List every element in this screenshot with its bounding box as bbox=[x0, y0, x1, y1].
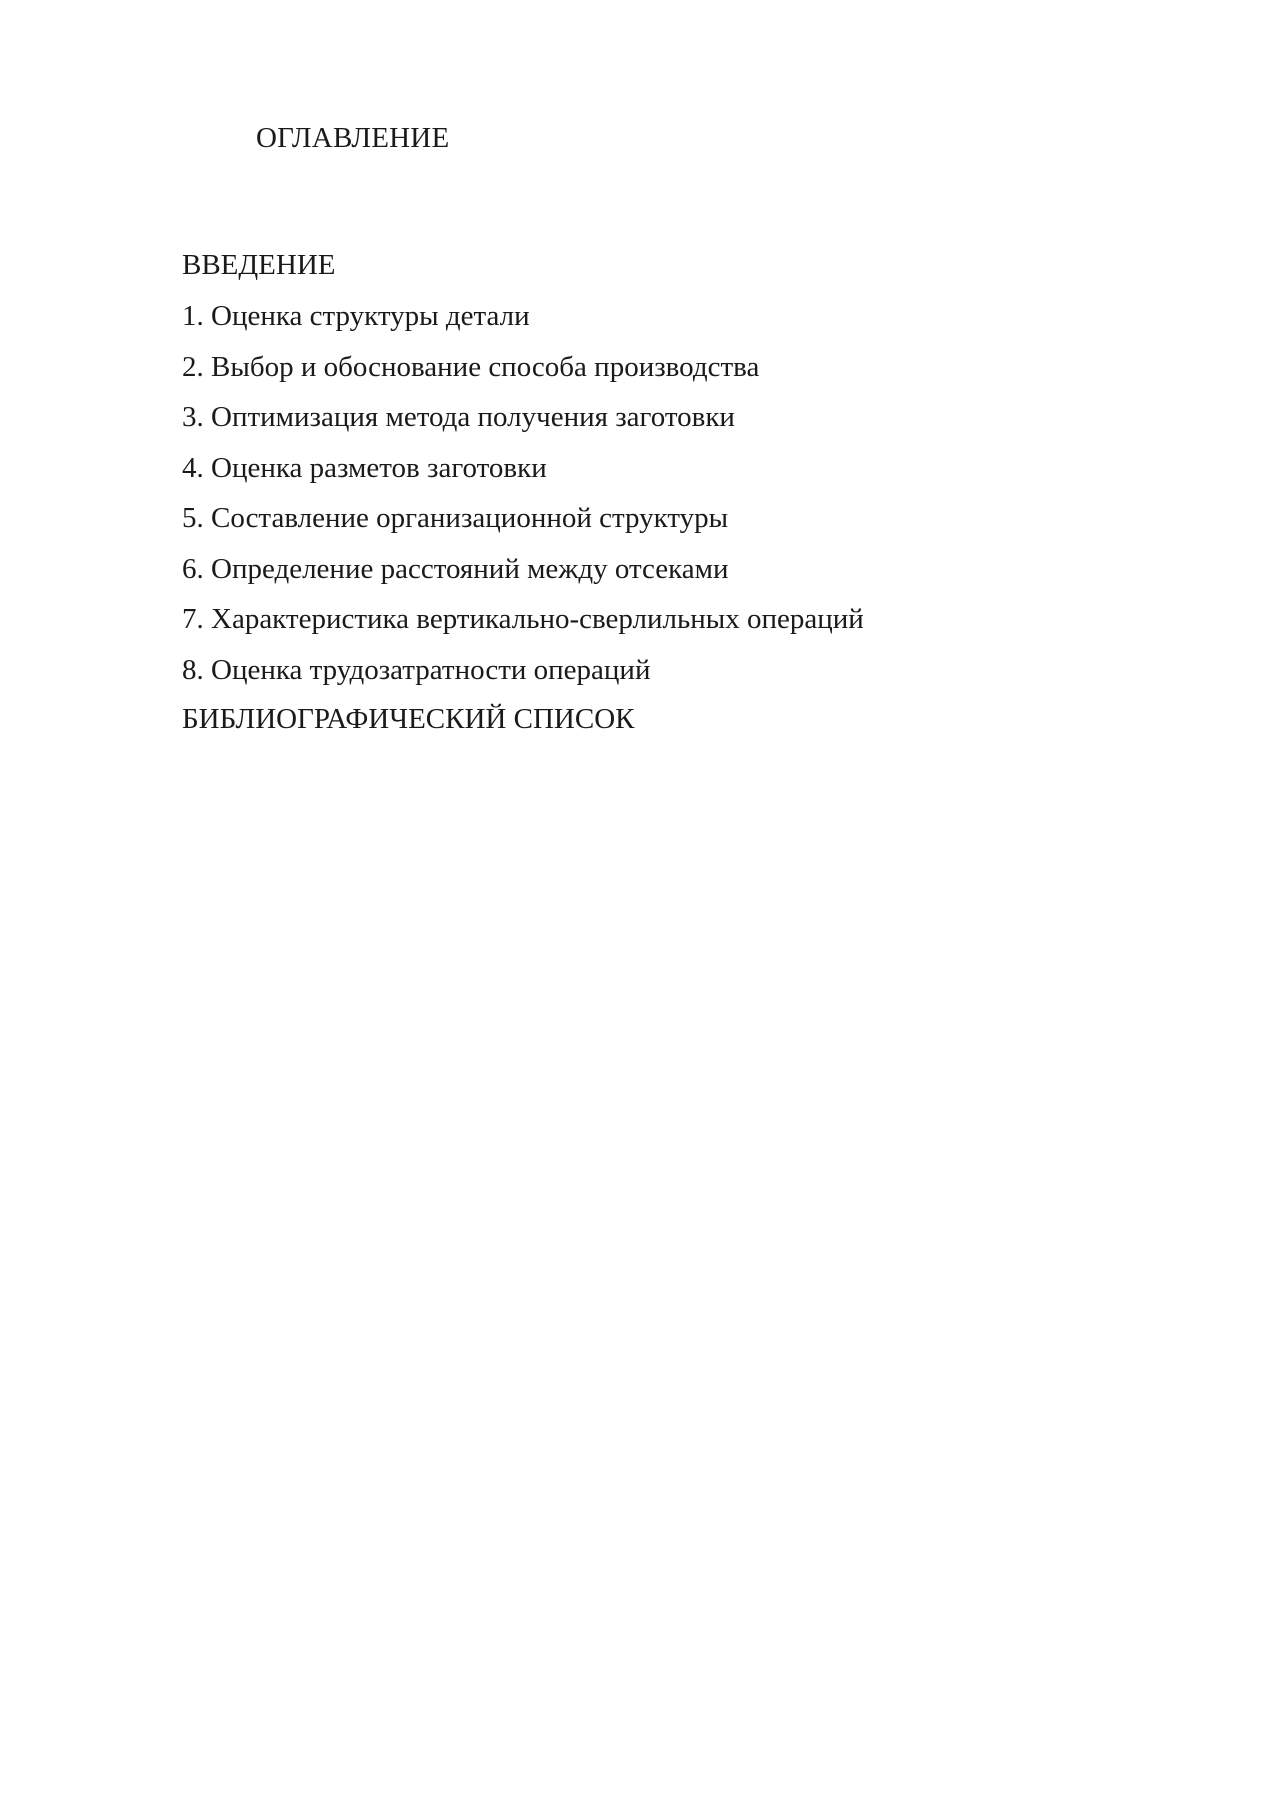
toc-entry-chapter-5: 5. Составление организационной структуры bbox=[182, 502, 729, 534]
toc-entry-bibliography: БИБЛИОГРАФИЧЕСКИЙ СПИСОК bbox=[182, 702, 635, 735]
toc-entry-introduction: ВВЕДЕНИЕ bbox=[182, 249, 336, 281]
toc-title: ОГЛАВЛЕНИЕ bbox=[256, 122, 450, 154]
toc-entry-chapter-2: 2. Выбор и обоснование способа производства bbox=[182, 350, 760, 383]
toc-entry-chapter-3: 3. Оптимизация метода получения заготовки bbox=[182, 401, 735, 433]
toc-entry-chapter-7: 7. Характеристика вертикально-сверлильных операций bbox=[182, 603, 864, 635]
toc-list bbox=[182, 245, 864, 739]
toc-entry-chapter-6: 6. Определение расстояний между отсеками bbox=[182, 552, 729, 585]
toc-entry-chapter-8: 8. Оценка трудозатратности операций bbox=[182, 653, 651, 686]
toc-entry-chapter-1: 1. Оценка структуры детали bbox=[182, 300, 530, 332]
toc-entry-chapter-4: 4. Оценка разметов заготовки bbox=[182, 451, 547, 484]
